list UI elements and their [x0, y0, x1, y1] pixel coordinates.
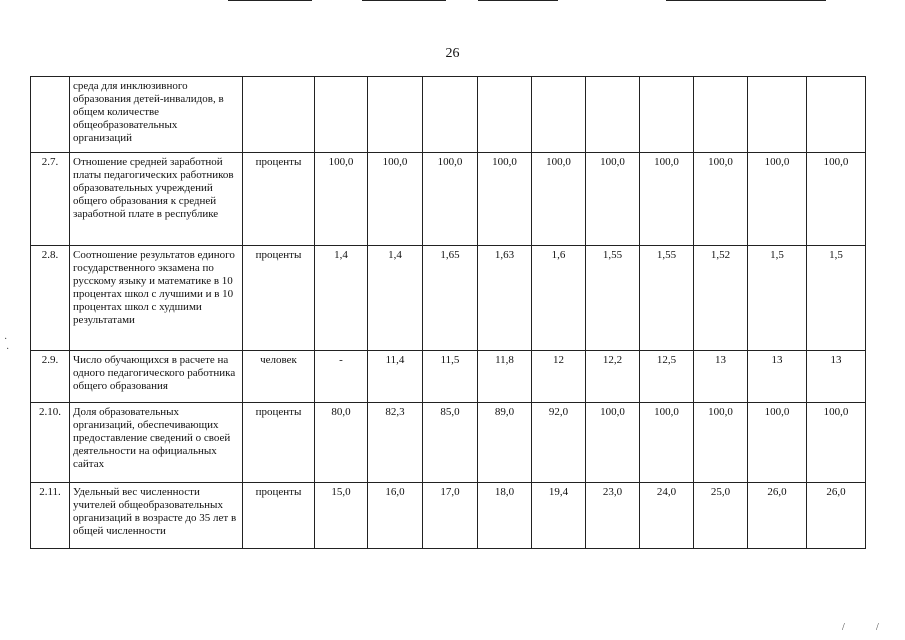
- value-cell: [478, 77, 532, 153]
- row-number: 2.9.: [31, 351, 70, 403]
- value-cell: 25,0: [694, 483, 748, 549]
- value-cell: 11,8: [478, 351, 532, 403]
- table-row: [31, 153, 866, 246]
- value-cell: 1,65: [423, 246, 478, 351]
- value-cell: 19,4: [532, 483, 586, 549]
- row-number: [31, 77, 70, 153]
- unit-cell: [243, 77, 315, 153]
- indicator-description: Число обучающихся в расчете на одного педагогического работника общего образования: [70, 351, 243, 403]
- value-cell: [640, 77, 694, 153]
- indicator-description: Соотношение результатов единого государственного экзамена по русскому языку и математике в 10 процентах школ с лучшими и в 10 процентах школ с худшими результатами: [70, 246, 243, 351]
- value-cell: 16,0: [368, 483, 423, 549]
- table-row: [31, 483, 866, 549]
- value-cell: 100,0: [478, 153, 532, 246]
- value-cell: 100,0: [586, 403, 640, 483]
- table-row: [31, 246, 866, 351]
- value-cell: 92,0: [532, 403, 586, 483]
- value-cell: 26,0: [807, 483, 866, 549]
- table-row: [31, 77, 866, 153]
- page-number: 26: [445, 46, 460, 61]
- value-cell: -: [315, 351, 368, 403]
- corner-mark: /: [876, 622, 879, 633]
- table-row: [31, 351, 866, 403]
- value-cell: 1,55: [586, 246, 640, 351]
- value-cell: 100,0: [748, 403, 807, 483]
- value-cell: 15,0: [315, 483, 368, 549]
- row-number: 2.11.: [31, 483, 70, 549]
- value-cell: 13: [694, 351, 748, 403]
- unit-cell: человек: [243, 351, 315, 403]
- value-cell: [748, 77, 807, 153]
- value-cell: 1,55: [640, 246, 694, 351]
- value-cell: 1,63: [478, 246, 532, 351]
- value-cell: 12,2: [586, 351, 640, 403]
- value-cell: 80,0: [315, 403, 368, 483]
- row-number: 2.10.: [31, 403, 70, 483]
- value-cell: [423, 77, 478, 153]
- top-rule: [362, 0, 446, 1]
- top-rule: [478, 0, 558, 1]
- value-cell: 1,5: [807, 246, 866, 351]
- value-cell: [368, 77, 423, 153]
- top-rule: [228, 0, 312, 1]
- table-row: [31, 403, 866, 483]
- indicator-description: Доля образовательных организаций, обеспечивающих предоставление сведений о своей деятельности на официальных сайтах: [70, 403, 243, 483]
- unit-cell: проценты: [243, 246, 315, 351]
- value-cell: 11,5: [423, 351, 478, 403]
- value-cell: 1,5: [748, 246, 807, 351]
- value-cell: [315, 77, 368, 153]
- value-cell: 11,4: [368, 351, 423, 403]
- value-cell: 100,0: [423, 153, 478, 246]
- value-cell: 100,0: [694, 153, 748, 246]
- value-cell: 100,0: [640, 153, 694, 246]
- value-cell: 12,5: [640, 351, 694, 403]
- value-cell: 89,0: [478, 403, 532, 483]
- value-cell: 100,0: [640, 403, 694, 483]
- value-cell: 100,0: [586, 153, 640, 246]
- value-cell: 100,0: [807, 403, 866, 483]
- value-cell: 100,0: [315, 153, 368, 246]
- value-cell: 82,3: [368, 403, 423, 483]
- value-cell: 26,0: [748, 483, 807, 549]
- value-cell: [694, 77, 748, 153]
- value-cell: 1,6: [532, 246, 586, 351]
- value-cell: 13: [748, 351, 807, 403]
- unit-cell: проценты: [243, 403, 315, 483]
- value-cell: 13: [807, 351, 866, 403]
- value-cell: 18,0: [478, 483, 532, 549]
- value-cell: 1,4: [368, 246, 423, 351]
- indicators-table: [30, 76, 866, 549]
- margin-mark: ·: [6, 344, 10, 355]
- value-cell: 1,52: [694, 246, 748, 351]
- row-number: 2.7.: [31, 153, 70, 246]
- value-cell: 100,0: [807, 153, 866, 246]
- indicator-description: Удельный вес численности учителей общеобразовательных организаций в возрасте до 35 лет в общей численности: [70, 483, 243, 549]
- value-cell: [532, 77, 586, 153]
- value-cell: 100,0: [748, 153, 807, 246]
- margin-mark: ·: [4, 334, 8, 345]
- indicator-description: среда для инклюзивного образования детей-инвалидов, в общем количестве общеобразовательных организаций: [70, 77, 243, 153]
- unit-cell: проценты: [243, 153, 315, 246]
- indicator-description: Отношение средней заработной платы педагогических работников образовательных учреждений общего образования к средней заработной плате в республике: [70, 153, 243, 246]
- unit-cell: проценты: [243, 483, 315, 549]
- value-cell: [807, 77, 866, 153]
- value-cell: [586, 77, 640, 153]
- value-cell: 12: [532, 351, 586, 403]
- row-number: 2.8.: [31, 246, 70, 351]
- value-cell: 1,4: [315, 246, 368, 351]
- value-cell: 85,0: [423, 403, 478, 483]
- top-rule: [666, 0, 826, 1]
- value-cell: 100,0: [532, 153, 586, 246]
- corner-mark: /: [842, 622, 845, 633]
- value-cell: 24,0: [640, 483, 694, 549]
- value-cell: 100,0: [368, 153, 423, 246]
- value-cell: 23,0: [586, 483, 640, 549]
- value-cell: 100,0: [694, 403, 748, 483]
- value-cell: 17,0: [423, 483, 478, 549]
